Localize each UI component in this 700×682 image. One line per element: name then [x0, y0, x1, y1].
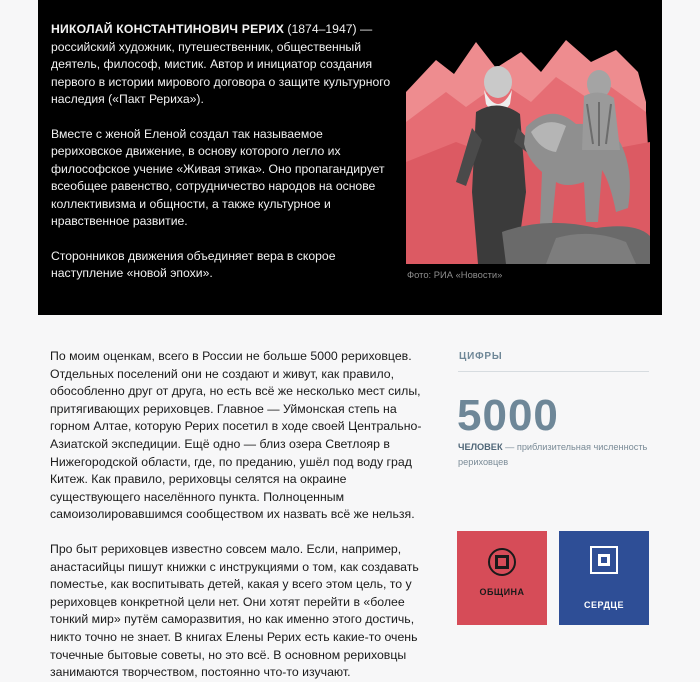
bio-text-column [51, 21, 396, 283]
roerich-photo [406, 32, 650, 264]
stat-desc-text: — приблизительная численность рериховцев [458, 442, 648, 467]
bio-paragraph-1 [51, 21, 396, 109]
photo-caption: Фото: РИА «Новости» [407, 269, 503, 280]
bio-block [38, 0, 662, 315]
bio-summary: (1874–1947) — российский художник, путешественник, общественный деятель, философ, мистик. Автор и инициатор создания первого в истории мирового договора о защите культурного наследия («Пакт Рериха»). [51, 22, 391, 106]
book-cover-obshchina[interactable] [457, 531, 547, 625]
stats-divider [458, 371, 649, 372]
bio-paragraph-2: Вместе с женой Еленой создал так называемое рериховское движение, в основу которого легло их философское учение «Живая этика». Оно пропагандирует всеобщее равенство, сотрудничество народов на основе коллективизма и общности, а также культурное и нравственное развитие. [51, 126, 385, 228]
book-title-red: ОБЩИНА [479, 587, 525, 597]
stat-unit: ЧЕЛОВЕК [458, 442, 503, 452]
book-cover-serdtse[interactable] [559, 531, 649, 625]
stats-section-label: ЦИФРЫ [459, 351, 503, 362]
article-paragraph-2: Про быт рериховцев известно совсем мало. Если, например, анастасийцы пишут книжки с инструкциями о том, как создавать поместье, как воспитывать детей, какая у всего этом цель, то у рериховцев конкретной цели нет. Они хотят перейти в «более тонкий мир» путём саморазвития, но как именно этого достичь, никто точно не знает. В книгах Елены Рерих есть какие-то очень точечные бытовые советы, но это всё. В основном рериховцы занимаются творчеством, постоянно что-то изучают. [50, 541, 419, 680]
article-body [50, 348, 438, 682]
article-paragraph-1: По моим оценкам, всего в России не больше 5000 рериховцев. Отдельных поселений они не создают и живут, как правило, обособленно друг от друга, но есть всё же несколько мест силы, притягивающих рериховцев. Главное — Уймонская степь на горном Алтае, которую Рерих посетил в ходе своей Центрально-Азиатской экспедиции. Ещё одно — близ озера Светлояр в Нижегородской области, где, по преданию, ушёл под воду град Китеж. Как правило, рериховцы селятся на окраине существующего населённого пункта. Полноценным самоизолировавшимся сообществом их назвать всё же нельзя. [50, 349, 422, 522]
bio-name: НИКОЛАЙ КОНСТАНТИНОВИЧ РЕРИХ [51, 22, 285, 36]
stat-number: 5000 [457, 391, 559, 440]
stat-description [458, 440, 653, 469]
bio-paragraph-3: Сторонников движения объединяет вера в скорое наступление «новой эпохи». [51, 248, 336, 280]
book-title-blue: СЕРДЦЕ [584, 600, 624, 610]
